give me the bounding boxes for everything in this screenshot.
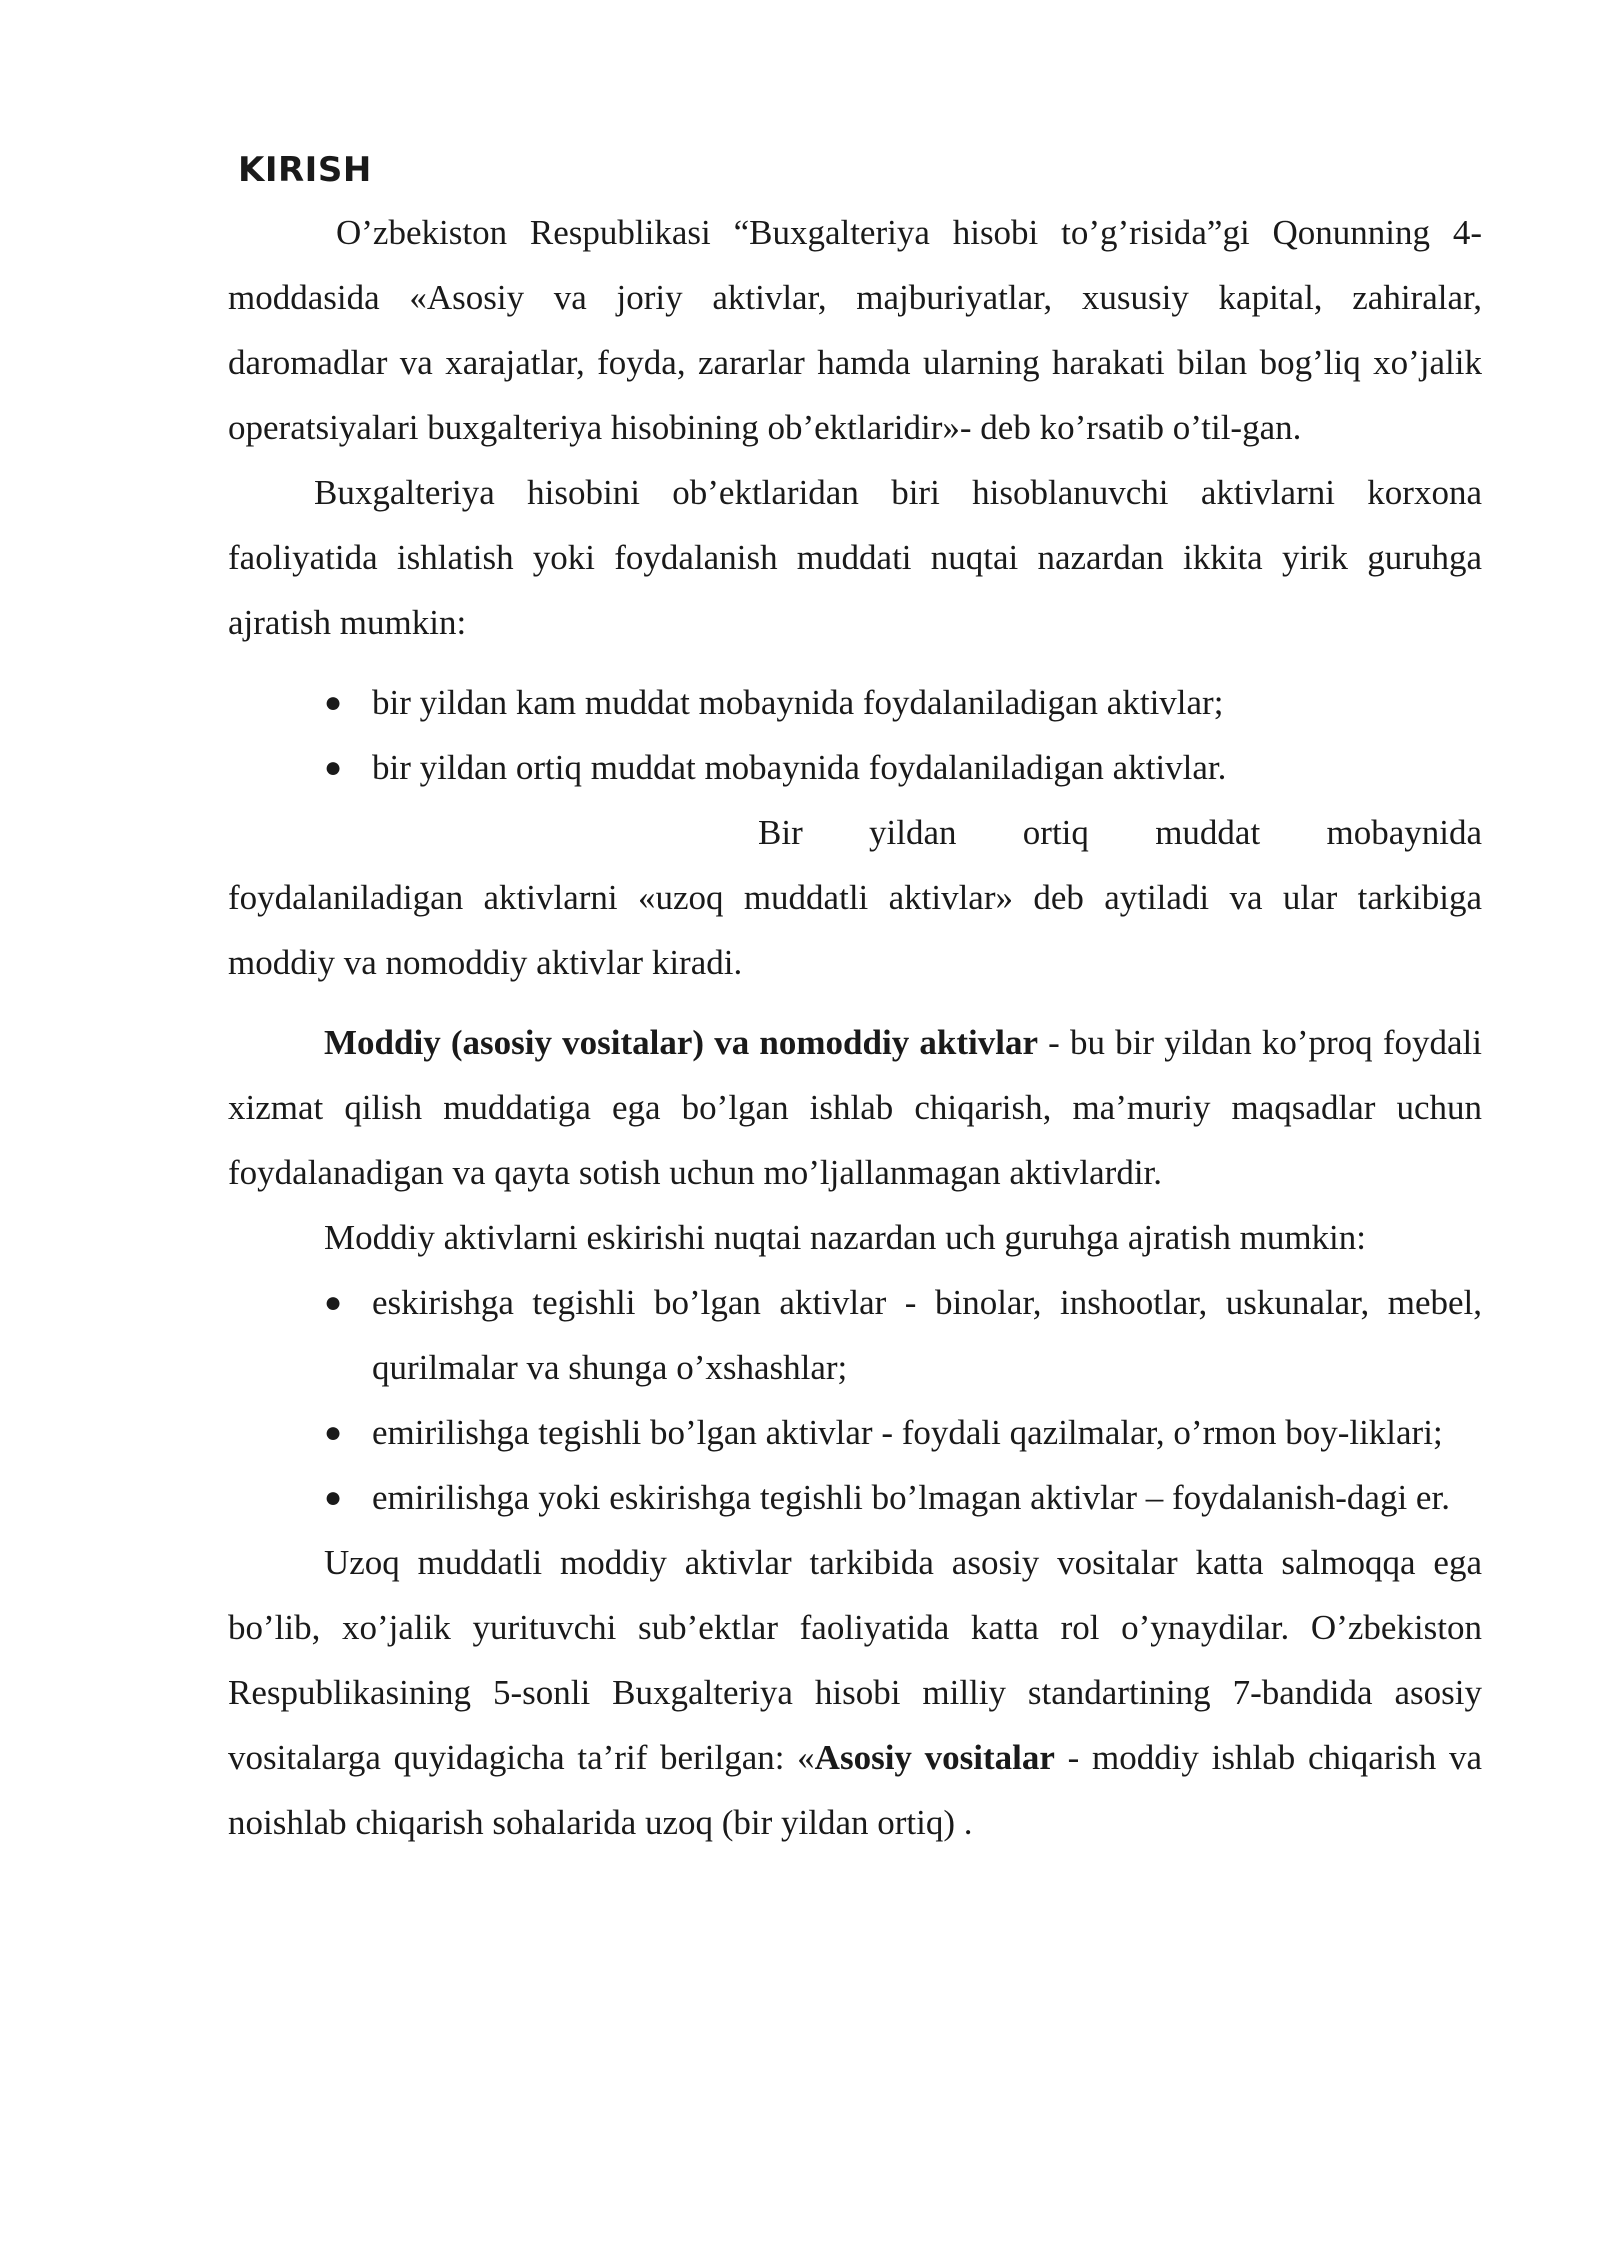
section-heading: KIRISH <box>238 150 372 190</box>
standard-text-end: - moddiy ishlab chiqarish va noishlab chiqarish sohalarida uzoq (bir yildan ortiq) . <box>228 1738 1482 1842</box>
list-item <box>228 1400 1482 1465</box>
list-item <box>228 670 1482 735</box>
standard-text-start: Uzoq muddatli moddiy aktivlar tarkibida asosiy vositalar katta salmoqqa ega bo’lib, xo’jalik yurituvchi sub’ektlar faoliyatida katta rol o’ynaydilar. O’zbekiston Respublikasining 5-sonli Buxgalteriya hisobi milliy standartining 7-bandida asosiy vositalarga quyidagicha ta’rif berilgan: « <box>228 1543 1482 1777</box>
paragraph-law-article: O’zbekiston Respublikasi “Buxgalteriya hisobi to’g’risida”gi Qonunning 4-moddasida «Asosiy va joriy aktivlar, majburiyatlar, xususiy kapital, zahiralar, daromadlar va xarajatlar, foyda, zararlar hamda ularning harakati bilan bog’liq xo’jalik operatsiyalari buxgalteriya hisobining ob’ektlaridir»- deb ko’rsatib o’til-gan. <box>228 213 1482 447</box>
list-item <box>228 1270 1482 1400</box>
bullet-icon: ● <box>324 751 343 784</box>
list-item-text: emirilishga tegishli bo’lgan aktivlar - foydali qazilmalar, o’rmon boy-liklari; <box>372 1413 1443 1452</box>
depreciation-group-list <box>228 1270 1482 1530</box>
list-item-text: eskirishga tegishli bo’lgan aktivlar - binolar, inshootlar, uskunalar, mebel, qurilmalar va shunga o’xshashlar; <box>372 1283 1482 1387</box>
list-item <box>228 1465 1482 1530</box>
definition-text: - bu bir yildan ko’proq foydali xizmat qilish muddatiga ega bo’lgan ishlab chiqarish, ma’muriy maqsadlar uchun foydalanadigan va qayta sotish uchun mo’ljallanmagan aktivlardir. <box>228 1023 1482 1192</box>
paragraph-asset-groups: Buxgalteriya hisobini ob’ektlaridan biri hisoblanuvchi aktivlarni korxona faoliyatida ishlatish yoki foydalanish muddati nuqtai nazardan ikkita yirik guruhga ajratish mumkin: <box>228 473 1482 642</box>
bullet-icon: ● <box>324 1286 343 1319</box>
paragraph-long-term-assets: Bir yildan ortiq muddat mobaynida foydalaniladigan aktivlarni «uzoq muddatli aktivlar» deb aytiladi va ular tarkibiga moddiy va nomoddiy aktivlar kiradi. <box>228 813 1482 982</box>
paragraph-fixed-assets-standard <box>228 1530 1482 1855</box>
paragraph-depreciation-groups: Moddiy aktivlarni eskirishi nuqtai nazardan uch guruhga ajratish mumkin: <box>324 1218 1366 1257</box>
list-item <box>228 735 1482 800</box>
list-item-text: bir yildan kam muddat mobaynida foydalaniladigan aktivlar; <box>372 683 1224 722</box>
bullet-icon: ● <box>324 1416 343 1449</box>
bullet-icon: ● <box>324 1481 343 1514</box>
document-page <box>228 150 1482 1855</box>
bullet-icon: ● <box>324 686 343 719</box>
asset-term-list <box>228 670 1482 800</box>
fixed-assets-term: Asosiy vositalar <box>814 1738 1055 1777</box>
paragraph-tangible-definition <box>228 1010 1482 1205</box>
list-item-text: bir yildan ortiq muddat mobaynida foydalaniladigan aktivlar. <box>372 748 1227 787</box>
definition-term: Moddiy (asosiy vositalar) va nomoddiy aktivlar <box>324 1023 1038 1062</box>
list-item-text: emirilishga yoki eskirishga tegishli bo’lmagan aktivlar – foydalanish-dagi er. <box>372 1478 1450 1517</box>
